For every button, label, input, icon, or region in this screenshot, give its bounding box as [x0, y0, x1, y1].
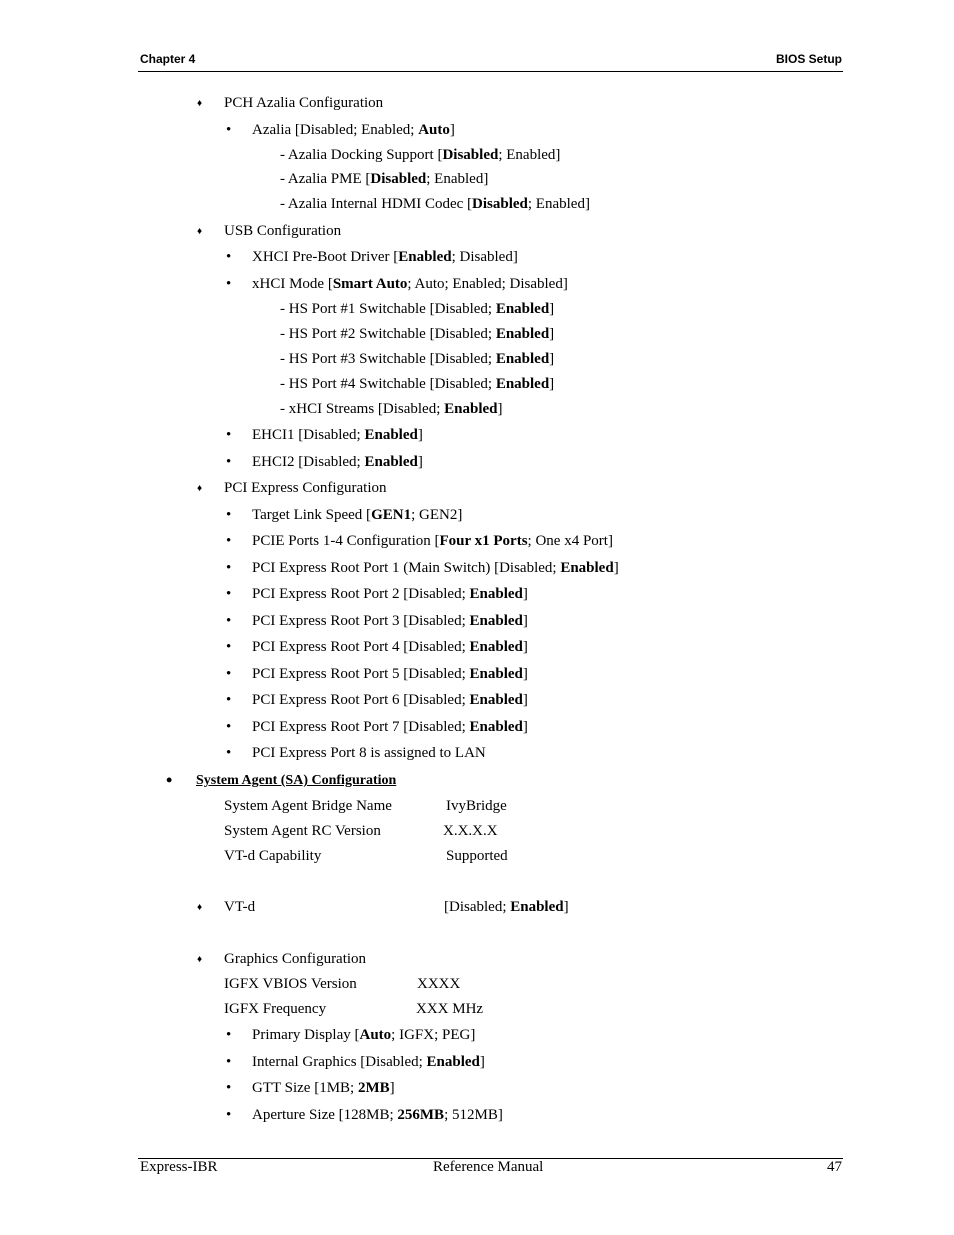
root-port-3-item: PCI Express Root Port 3 [Disabled; Enabled]: [252, 613, 528, 629]
bullet-icon: •: [226, 745, 232, 761]
ehci1-item: EHCI1 [Disabled; Enabled]: [252, 427, 423, 443]
link-speed-item: Target Link Speed [GEN1; GEN2]: [252, 507, 463, 523]
bullet-icon: •: [226, 1107, 232, 1123]
usb-title: USB Configuration: [224, 223, 342, 239]
root-port-7-item: PCI Express Root Port 7 [Disabled; Enabled]: [252, 719, 528, 735]
primary-display-item: Primary Display [Auto; IGFX; PEG]: [252, 1027, 476, 1043]
azalia-docking-item: - Azalia Docking Support [Disabled; Enabled]: [280, 147, 561, 163]
diamond-bullet-icon: ♦: [197, 98, 203, 109]
ehci2-item: EHCI2 [Disabled; Enabled]: [252, 454, 423, 470]
vtd-value: [Disabled; Enabled]: [444, 899, 569, 915]
bullet-icon: •: [226, 427, 232, 443]
footer-manual: Reference Manual: [433, 1159, 544, 1175]
page-number: 47: [827, 1159, 842, 1175]
bullet-icon: •: [226, 276, 232, 292]
aperture-size-item: Aperture Size [128MB; 256MB; 512MB]: [252, 1107, 503, 1123]
diamond-bullet-icon: ♦: [197, 226, 203, 237]
pcie-title: PCI Express Configuration: [224, 480, 387, 496]
sa-section-title: System Agent (SA) Configuration: [196, 773, 397, 788]
bullet-icon: •: [226, 122, 232, 138]
bullet-icon: •: [226, 666, 232, 682]
sa-bridge-value: IvyBridge: [446, 798, 507, 814]
sa-rc-label: System Agent RC Version: [224, 823, 381, 839]
gtt-size-item: GTT Size [1MB; 2MB]: [252, 1080, 395, 1096]
hs-port-1-item: - HS Port #1 Switchable [Disabled; Enabled]: [280, 301, 555, 317]
vtd-capability-value: Supported: [446, 848, 508, 864]
port-8-note: PCI Express Port 8 is assigned to LAN: [252, 745, 486, 761]
root-port-6-item: PCI Express Root Port 6 [Disabled; Enabled]: [252, 692, 528, 708]
root-port-2-item: PCI Express Root Port 2 [Disabled; Enabled]: [252, 586, 528, 602]
xhci-preboot-item: XHCI Pre-Boot Driver [Enabled; Disabled]: [252, 249, 518, 265]
diamond-bullet-icon: ♦: [197, 902, 203, 913]
igfx-frequency-value: XXX MHz: [416, 1001, 484, 1017]
sa-bridge-label: System Agent Bridge Name: [224, 798, 392, 814]
bullet-icon: •: [226, 719, 232, 735]
diamond-bullet-icon: ♦: [197, 483, 203, 494]
bullet-icon: •: [226, 507, 232, 523]
hs-port-2-item: - HS Port #2 Switchable [Disabled; Enabled]: [280, 326, 555, 342]
bullet-icon: •: [226, 692, 232, 708]
xhci-streams-item: - xHCI Streams [Disabled; Enabled]: [280, 401, 503, 417]
igfx-vbios-label: IGFX VBIOS Version: [224, 976, 357, 992]
hs-port-3-item: - HS Port #3 Switchable [Disabled; Enabled]: [280, 351, 555, 367]
bullet-icon: •: [226, 454, 232, 470]
internal-graphics-item: Internal Graphics [Disabled; Enabled]: [252, 1054, 485, 1070]
root-port-5-item: PCI Express Root Port 5 [Disabled; Enabled]: [252, 666, 528, 682]
footer-product: Express-IBR: [140, 1159, 218, 1175]
ports-cfg-item: PCIE Ports 1-4 Configuration [Four x1 Ports; One x4 Port]: [252, 533, 613, 549]
bullet-icon: •: [226, 586, 232, 602]
section-bullet-icon: •: [166, 770, 173, 790]
azalia-item: Azalia [Disabled; Enabled; Auto]: [252, 122, 455, 138]
bullet-icon: •: [226, 613, 232, 629]
header-rule: [138, 71, 843, 72]
bullet-icon: •: [226, 560, 232, 576]
bullet-icon: •: [226, 1027, 232, 1043]
xhci-mode-item: xHCI Mode [Smart Auto; Auto; Enabled; Disabled]: [252, 276, 568, 292]
azalia-hdmi-item: - Azalia Internal HDMI Codec [Disabled; Enabled]: [280, 196, 590, 212]
root-port-1-item: PCI Express Root Port 1 (Main Switch) [Disabled; Enabled]: [252, 560, 619, 576]
root-port-4-item: PCI Express Root Port 4 [Disabled; Enabled]: [252, 639, 528, 655]
header-section: BIOS Setup: [775, 52, 842, 66]
bullet-icon: •: [226, 1054, 232, 1070]
graphics-title: Graphics Configuration: [224, 951, 367, 967]
bullet-icon: •: [226, 533, 232, 549]
azalia-pme-item: - Azalia PME [Disabled; Enabled]: [280, 171, 489, 187]
bullet-icon: •: [226, 249, 232, 265]
hs-port-4-item: - HS Port #4 Switchable [Disabled; Enabled]: [280, 376, 555, 392]
bullet-icon: •: [226, 639, 232, 655]
vtd-capability-label: VT-d Capability: [224, 848, 322, 864]
bullet-icon: •: [226, 1080, 232, 1096]
vtd-label: VT-d: [224, 899, 256, 915]
diamond-bullet-icon: ♦: [197, 954, 203, 965]
igfx-frequency-label: IGFX Frequency: [224, 1001, 327, 1017]
header-chapter: Chapter 4: [140, 52, 196, 66]
sa-rc-value: X.X.X.X: [443, 823, 498, 839]
pch-azalia-title: PCH Azalia Configuration: [224, 95, 384, 111]
igfx-vbios-value: XXXX: [417, 976, 461, 992]
